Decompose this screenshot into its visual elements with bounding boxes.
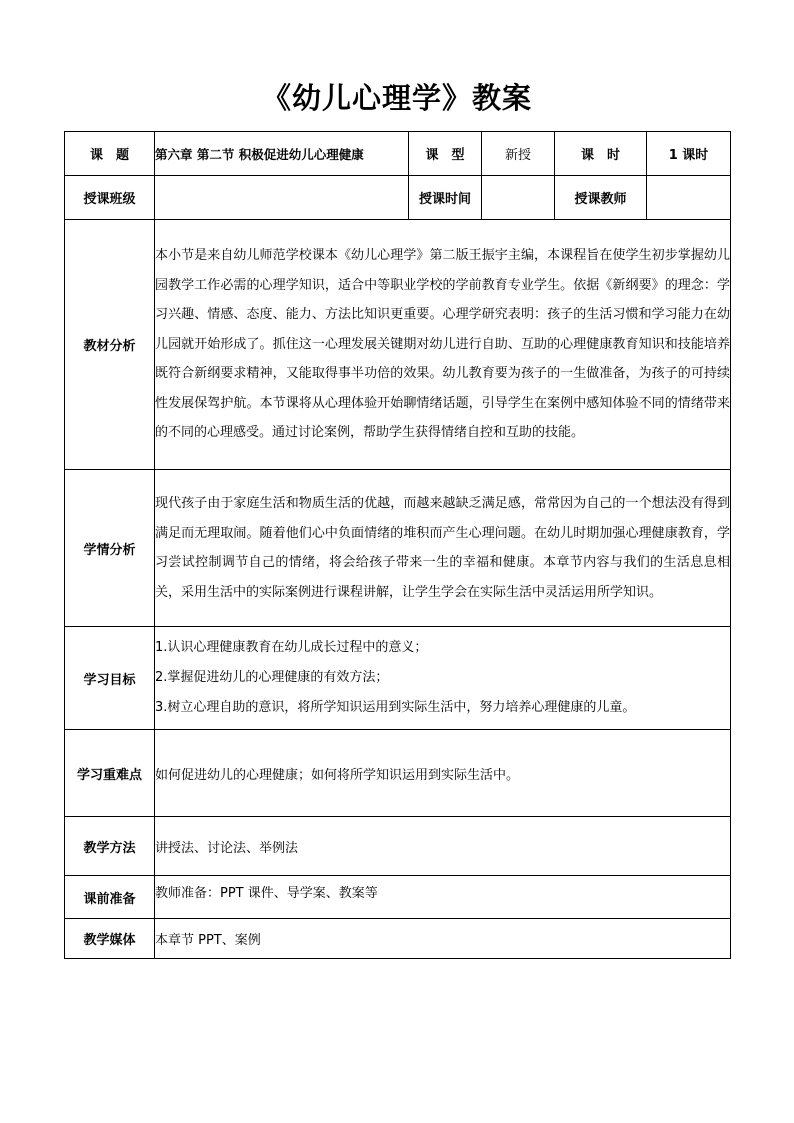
- lesson-plan-table: [64, 131, 731, 959]
- type-value: 新授: [482, 132, 555, 176]
- methods-row: [65, 817, 731, 876]
- media-text: 本章节 PPT、案例: [155, 919, 731, 959]
- material-analysis-text: 本小节是来自幼儿师范学校课本《幼儿心理学》第二版王振宇主编，本课程旨在使学生初步掌握幼儿园教学工作必需的心理学知识，适合中等职业学校的学前教育专业学生。依据《新纲要》的理念：学习兴趣、情感、态度、能力、方法比知识更重要。心理学研究表明：孩子的生活习惯和学习能力在幼儿园就开始形成了。抓住这一心理发展关键期对幼儿进行自助、互助的心理健康教育知识和技能培养既符合新纲要求精神，又能取得事半功倍的效果。幼儿教育要为孩子的一生做准备，为孩子的可持续性发展保驾护航。本节课将从心理体验开始聊情绪话题，引导学生在案例中感知体验不同的情绪带来的不同的心理感受。通过讨论案例，帮助学生获得情绪自控和互助的技能。: [155, 220, 731, 470]
- teacher-value: [647, 176, 731, 220]
- objective-item: 3.树立心理自助的意识，将所学知识运用到实际生活中，努力培养心理健康的儿童。: [155, 700, 636, 715]
- class-value: [155, 176, 409, 220]
- methods-label: 教学方法: [65, 817, 155, 876]
- preparation-text: 教师准备：PPT 课件、导学案、教案等: [155, 876, 731, 919]
- page-title: 《幼儿心理学》教案: [261, 81, 532, 115]
- key-points-label: 学习重难点: [65, 730, 155, 817]
- preparation-label: 课前准备: [65, 876, 155, 919]
- time-label: 授课时间: [409, 176, 482, 220]
- time-value: [482, 176, 555, 220]
- type-label: 课 型: [409, 132, 482, 176]
- objective-item: 1.认识心理健康教育在幼儿成长过程中的意义；: [155, 640, 428, 655]
- class-label: 授课班级: [65, 176, 155, 220]
- media-row: [65, 919, 731, 959]
- header-row: [65, 132, 731, 176]
- hours-value: 1 课时: [647, 132, 731, 176]
- objectives-label: 学习目标: [65, 627, 155, 730]
- objectives-list: [155, 627, 731, 730]
- key-points-text: 如何促进幼儿的心理健康；如何将所学知识运用到实际生活中。: [155, 730, 731, 817]
- methods-text: 讲授法、讨论法、举例法: [155, 817, 731, 876]
- objective-item: 2.掌握促进幼儿的心理健康的有效方法；: [155, 670, 389, 685]
- objectives-row: [65, 627, 731, 730]
- course-label: 课 题: [65, 132, 155, 176]
- material-analysis-row: [65, 220, 731, 470]
- preparation-row: [65, 876, 731, 919]
- student-analysis-row: [65, 470, 731, 627]
- material-analysis-label: 教材分析: [65, 220, 155, 470]
- class-row: [65, 176, 731, 220]
- course-value: 第六章 第二节 积极促进幼儿心理健康: [155, 132, 409, 176]
- hours-label: 课 时: [555, 132, 647, 176]
- key-points-row: [65, 730, 731, 817]
- student-analysis-label: 学情分析: [65, 470, 155, 627]
- student-analysis-text: 现代孩子由于家庭生活和物质生活的优越，而越来越缺乏满足感，常常因为自己的一个想法没有得到满足而无理取闹。随着他们心中负面情绪的堆积而产生心理问题。在幼儿时期加强心理健康教育，学习尝试控制调节自己的情绪，将会给孩子带来一生的幸福和健康。本章节内容与我们的生活息息相关，采用生活中的实际案例进行课程讲解，让学生学会在实际生活中灵活运用所学知识。: [155, 470, 731, 627]
- media-label: 教学媒体: [65, 919, 155, 959]
- teacher-label: 授课教师: [555, 176, 647, 220]
